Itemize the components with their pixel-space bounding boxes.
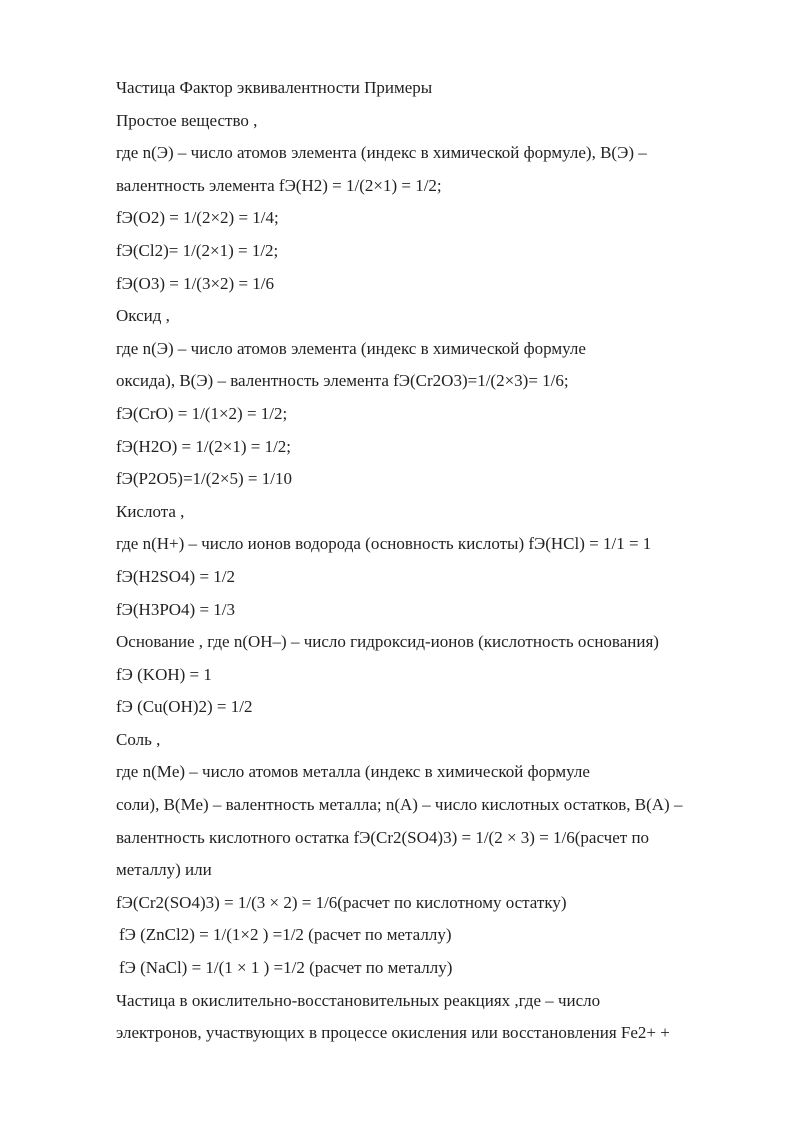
text-line: Частица в окислительно-восстановительных реакциях ,где – число: [116, 990, 601, 1010]
text-line: оксида), В(Э) – валентность элемента fЭ(Cr2O3)=1/(2×3)= 1/6;: [116, 371, 569, 391]
text-line: где n(Э) – число атомов элемента (индекс в химической формуле), В(Э) –: [116, 143, 647, 163]
text-line: Основание , где n(OH–) – число гидроксид-ионов (кислотность основания): [116, 632, 659, 652]
text-line: fЭ(CrO) = 1/(1×2) = 1/2;: [116, 403, 288, 423]
text-line: fЭ(H2O) = 1/(2×1) = 1/2;: [116, 436, 292, 456]
text-line: fЭ (NaCl) = 1/(1 × 1 ) =1/2 (расчет по металлу): [119, 958, 453, 978]
text-line: где n(H+) – число ионов водорода (основность кислоты) fЭ(HCl) = 1/1 = 1: [116, 534, 652, 554]
text-line: Простое вещество ,: [116, 110, 258, 130]
text-line: электронов, участвующих в процессе окисления или восстановления Fe2+ +: [116, 1023, 670, 1043]
text-line: fЭ (ZnCl2) = 1/(1×2 ) =1/2 (расчет по металлу): [119, 925, 452, 945]
text-line: fЭ(H2SO4) = 1/2: [116, 566, 236, 586]
text-line: fЭ(P2O5)=1/(2×5) = 1/10: [116, 469, 292, 489]
text-line: Соль ,: [116, 729, 161, 749]
text-line: где n(Э) – число атомов элемента (индекс в химической формуле: [116, 338, 586, 358]
document-body: [116, 72, 776, 1050]
text-line: валентность кислотного остатка fЭ(Cr2(SO4)3) = 1/(2 × 3) = 1/6(расчет по: [116, 827, 650, 847]
text-line: fЭ (Cu(OH)2) = 1/2: [116, 697, 253, 717]
text-line: металлу) или: [116, 860, 212, 880]
text-line: fЭ(Cl2)= 1/(2×1) = 1/2;: [116, 240, 279, 260]
text-line: fЭ(O3) = 1/(3×2) = 1/6: [116, 273, 275, 293]
text-line: соли), В(Ме) – валентность металла; n(А) – число кислотных остатков, В(А) –: [116, 795, 683, 815]
text-line: Частица Фактор эквивалентности Примеры: [116, 78, 433, 97]
text-line: валентность элемента fЭ(H2) = 1/(2×1) = 1/2;: [116, 175, 442, 195]
text-line: Кислота ,: [116, 501, 185, 521]
text-line: fЭ(Cr2(SO4)3) = 1/(3 × 2) = 1/6(расчет по кислотному остатку): [116, 892, 567, 912]
text-line: fЭ(H3PO4) = 1/3: [116, 599, 236, 619]
text-line: fЭ (KOH) = 1: [116, 664, 212, 684]
text-line: fЭ(O2) = 1/(2×2) = 1/4;: [116, 208, 279, 228]
text-line: Оксид ,: [116, 306, 170, 326]
text-line: где n(Me) – число атомов металла (индекс в химической формуле: [116, 762, 590, 782]
